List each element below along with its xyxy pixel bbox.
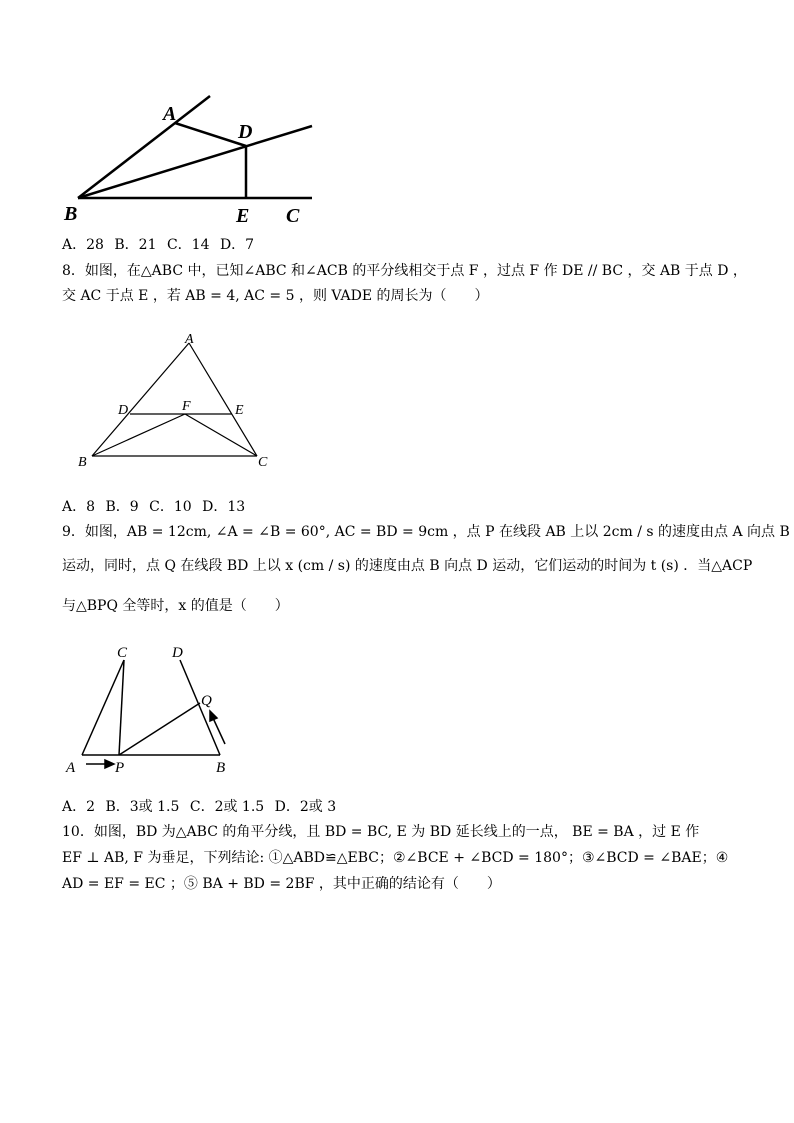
- label-d: D: [238, 121, 253, 143]
- segment-ad: [175, 123, 246, 146]
- label-a: A: [66, 760, 76, 776]
- q9-options: [62, 797, 342, 817]
- ray-bd: [78, 126, 312, 198]
- label-c: C: [117, 645, 128, 661]
- label-e: E: [235, 403, 244, 418]
- q8-option-d[interactable]: D．13: [202, 499, 246, 515]
- label-d: D: [172, 645, 183, 661]
- q9-text-line-3: 与△BPQ 全等时，x 的值是（ ）: [62, 598, 289, 614]
- q10-text-line-1: 10．如图，BD 为△ABC 的角平分线，且 BD = BC, E 为 BD 延长线上的一点， BE = BA ，过 E 作: [62, 824, 700, 840]
- q9-option-d[interactable]: D．2或 3: [274, 799, 337, 815]
- arrow-up-icon: [210, 711, 225, 744]
- segment-bf: [92, 414, 185, 456]
- q7-option-d[interactable]: D．7: [219, 237, 255, 253]
- segment-pq: [119, 703, 200, 755]
- q9-option-b[interactable]: B．3或 1.5: [105, 799, 180, 815]
- q9-option-c[interactable]: C．2或 1.5: [189, 799, 265, 815]
- q10-text-line-3: AD = EF = EC ；⑤ BA + BD = 2BF ，其中正确的结论有（ ）: [62, 876, 501, 892]
- label-q: Q: [201, 693, 212, 709]
- q8-text-line-1: 8．如图，在△ABC 中，已知∠ABC 和∠ACB 的平分线相交于点 F ，过点 F 作 DE // BC ，交 AB 于点 D ，: [62, 263, 747, 279]
- q7-option-a[interactable]: A．28: [62, 237, 104, 253]
- label-c: C: [286, 205, 300, 227]
- q7-option-c[interactable]: C．14: [166, 237, 210, 253]
- arrow-right-icon: [86, 760, 114, 768]
- q8-option-b[interactable]: B．9: [105, 499, 139, 515]
- label-c: C: [258, 455, 268, 470]
- q10-text-line-2: EF ⊥ AB, F 为垂足，下列结论: ①△ABD≌△EBC；②∠BCE + ∠BCD = 180°；③∠BCD = ∠BAE；④: [62, 850, 729, 866]
- label-b: B: [64, 203, 78, 225]
- segment-bd: [180, 660, 220, 755]
- label-a: A: [163, 103, 177, 125]
- q8-figure: [72, 328, 282, 473]
- segment-ab: [92, 343, 189, 456]
- q9-text-line-1: 9．如图，AB = 12cm, ∠A = ∠B = 60°, AC = BD = 9cm ，点 P 在线段 AB 上以 2cm / s 的速度由点 A 向点 B: [62, 524, 790, 540]
- label-e: E: [236, 205, 250, 227]
- label-f: F: [182, 399, 191, 414]
- label-b: B: [216, 760, 226, 776]
- q8-option-c[interactable]: C．10: [149, 499, 192, 515]
- label-b: B: [78, 455, 87, 470]
- label-p: P: [115, 760, 125, 776]
- q9-option-a[interactable]: A．2: [62, 799, 96, 815]
- q9-text-line-2: 运动，同时，点 Q 在线段 BD 上以 x (cm / s) 的速度由点 B 向点 D 运动，它们运动的时间为 t (s) ．当△ACP: [62, 558, 753, 574]
- q7-option-b[interactable]: B．21: [114, 237, 157, 253]
- q8-options: [62, 497, 251, 517]
- q7-options: [62, 235, 260, 255]
- segment-cf: [185, 414, 257, 456]
- label-a: A: [185, 332, 194, 347]
- q9-figure: [62, 640, 247, 780]
- q8-text-line-2: 交 AC 于点 E ，若 AB = 4, AC = 5 ，则 VADE 的周长为（ ）: [62, 288, 489, 304]
- label-d: D: [118, 403, 129, 418]
- segment-cp: [119, 660, 124, 755]
- segment-ac: [189, 343, 257, 456]
- q7-figure: [60, 88, 330, 233]
- q8-option-a[interactable]: A．8: [62, 499, 96, 515]
- ray-ba: [78, 96, 210, 198]
- segment-ac: [82, 660, 124, 755]
